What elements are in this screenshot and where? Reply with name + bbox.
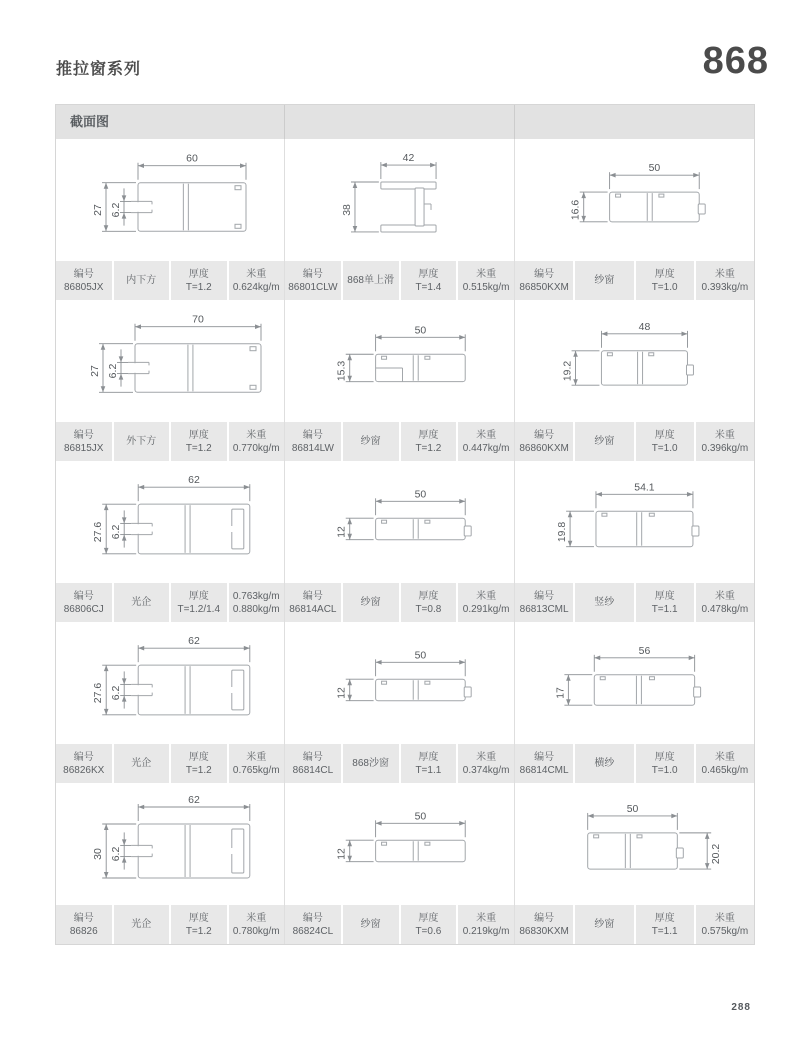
thickness-value: T=1.1 bbox=[651, 603, 678, 615]
spec-thickness-cell bbox=[171, 261, 227, 300]
spec-thickness-cell bbox=[401, 744, 457, 783]
weight-value: 0.780kg/m bbox=[232, 925, 280, 937]
svg-text:54.1: 54.1 bbox=[634, 482, 655, 494]
name-value: 868单上滑 bbox=[347, 275, 394, 286]
spec-code-cell bbox=[515, 744, 573, 783]
spec-weight-cell bbox=[229, 905, 285, 944]
profile-cross-section-drawing bbox=[285, 139, 514, 261]
weight-value: 0.393kg/m bbox=[701, 281, 749, 293]
spec-code-cell bbox=[515, 583, 573, 622]
spec-name-cell bbox=[343, 422, 399, 461]
series-number: 868 bbox=[702, 40, 769, 82]
thickness-value: T=1.2 bbox=[185, 281, 212, 293]
spec-code-cell bbox=[56, 905, 112, 944]
svg-text:62: 62 bbox=[188, 635, 200, 648]
weight-value: 0.765kg/m bbox=[232, 764, 280, 776]
spec-strip bbox=[56, 422, 284, 461]
spec-strip bbox=[515, 905, 754, 944]
profile-cross-section-drawing bbox=[515, 300, 754, 422]
weight-label: 米重 bbox=[246, 429, 267, 441]
name-value: 纱窗 bbox=[360, 597, 381, 608]
spec-weight-cell bbox=[696, 261, 754, 300]
spec-name-cell bbox=[575, 905, 633, 944]
svg-text:17: 17 bbox=[555, 687, 567, 699]
weight-label: 米重 bbox=[714, 429, 735, 441]
profile-cross-section-drawing bbox=[515, 622, 754, 744]
spec-thickness-cell bbox=[171, 422, 227, 461]
spec-name-cell bbox=[575, 422, 633, 461]
svg-text:27.6: 27.6 bbox=[92, 521, 105, 543]
spec-name-cell bbox=[114, 583, 170, 622]
code-label: 编号 bbox=[534, 751, 555, 763]
svg-text:50: 50 bbox=[414, 811, 427, 823]
svg-text:12: 12 bbox=[336, 687, 348, 699]
profile-cross-section-drawing bbox=[515, 783, 754, 905]
code-value: 86824CL bbox=[292, 925, 334, 937]
weight-value: 0.374kg/m bbox=[462, 764, 510, 776]
spec-thickness-cell bbox=[171, 905, 227, 944]
spec-name-cell bbox=[343, 905, 399, 944]
weight-label: 米重 bbox=[246, 268, 267, 280]
spec-weight-cell bbox=[458, 583, 514, 622]
svg-text:6.2: 6.2 bbox=[110, 846, 123, 862]
svg-text:6.2: 6.2 bbox=[110, 524, 123, 540]
code-value: 86850KXM bbox=[519, 281, 569, 293]
weight-value: 0.880kg/m bbox=[232, 603, 280, 615]
spec-thickness-cell bbox=[401, 905, 457, 944]
spec-thickness-cell bbox=[401, 583, 457, 622]
svg-text:50: 50 bbox=[626, 803, 639, 815]
code-label: 编号 bbox=[534, 429, 555, 441]
spec-code-cell bbox=[285, 583, 341, 622]
code-value: 86814ACL bbox=[289, 603, 337, 615]
spec-name-cell bbox=[575, 261, 633, 300]
profile-cross-section-drawing bbox=[285, 461, 514, 583]
svg-text:50: 50 bbox=[414, 325, 427, 337]
thickness-label: 厚度 bbox=[654, 268, 675, 280]
code-value: 86814CL bbox=[292, 764, 334, 776]
weight-value: 0.515kg/m bbox=[462, 281, 510, 293]
svg-text:50: 50 bbox=[648, 163, 661, 175]
svg-text:27: 27 bbox=[89, 365, 101, 377]
weight-value: 0.291kg/m bbox=[462, 603, 510, 615]
profile-cell bbox=[514, 783, 754, 944]
svg-text:56: 56 bbox=[638, 645, 651, 657]
spec-weight-cell bbox=[696, 583, 754, 622]
profile-cross-section-drawing bbox=[515, 139, 754, 261]
thickness-label: 厚度 bbox=[188, 912, 209, 924]
profile-cross-section-drawing bbox=[285, 300, 514, 422]
spec-thickness-cell bbox=[636, 261, 694, 300]
svg-text:19.2: 19.2 bbox=[562, 360, 574, 382]
thickness-label: 厚度 bbox=[188, 268, 209, 280]
profile-cell bbox=[56, 622, 284, 783]
thickness-value: T=1.2 bbox=[185, 764, 212, 776]
thickness-label: 厚度 bbox=[188, 751, 209, 763]
thickness-label: 厚度 bbox=[418, 751, 439, 763]
spec-thickness-cell bbox=[171, 583, 227, 622]
spec-strip bbox=[285, 905, 514, 944]
thickness-value: T=0.6 bbox=[415, 925, 442, 937]
thickness-label: 厚度 bbox=[654, 751, 675, 763]
spec-code-cell bbox=[285, 261, 341, 300]
spec-name-cell bbox=[343, 583, 399, 622]
spec-strip bbox=[56, 261, 284, 300]
spec-weight-cell bbox=[458, 744, 514, 783]
code-value: 86860KXM bbox=[519, 442, 569, 454]
thickness-value: T=1.2 bbox=[185, 442, 212, 454]
spec-code-cell bbox=[285, 422, 341, 461]
weight-label: 米重 bbox=[476, 912, 497, 924]
thickness-label: 厚度 bbox=[654, 912, 675, 924]
spec-weight-cell bbox=[458, 905, 514, 944]
spec-strip bbox=[515, 422, 754, 461]
weight-label: 米重 bbox=[714, 590, 735, 602]
svg-text:20.2: 20.2 bbox=[711, 843, 723, 865]
weight-value: 0.465kg/m bbox=[701, 764, 749, 776]
spec-weight-cell bbox=[229, 422, 285, 461]
weight-value: 0.575kg/m bbox=[701, 925, 749, 937]
profile-cell bbox=[56, 139, 284, 300]
code-label: 编号 bbox=[73, 912, 94, 924]
thickness-label: 厚度 bbox=[188, 429, 209, 441]
name-value: 光企 bbox=[131, 597, 152, 608]
weight-value: 0.219kg/m bbox=[462, 925, 510, 937]
page-number: 288 bbox=[731, 1002, 751, 1013]
spec-code-cell bbox=[515, 422, 573, 461]
svg-text:12: 12 bbox=[336, 848, 348, 860]
weight-label: 米重 bbox=[476, 268, 497, 280]
code-label: 编号 bbox=[534, 590, 555, 602]
weight-label: 米重 bbox=[246, 751, 267, 763]
spec-name-cell bbox=[343, 261, 399, 300]
code-value: 86830KXM bbox=[519, 925, 569, 937]
thickness-value: T=1.4 bbox=[415, 281, 442, 293]
spec-strip bbox=[56, 744, 284, 783]
svg-text:15.3: 15.3 bbox=[336, 360, 348, 382]
svg-text:62: 62 bbox=[188, 794, 200, 806]
profile-grid bbox=[56, 139, 754, 944]
svg-text:50: 50 bbox=[414, 650, 427, 662]
name-value: 外下方 bbox=[126, 436, 157, 447]
name-value: 868沙窗 bbox=[352, 758, 389, 769]
profile-cell bbox=[284, 461, 514, 622]
spec-strip bbox=[515, 744, 754, 783]
code-label: 编号 bbox=[73, 429, 94, 441]
spec-thickness-cell bbox=[401, 261, 457, 300]
svg-text:19.8: 19.8 bbox=[557, 521, 569, 543]
spec-name-cell bbox=[114, 744, 170, 783]
weight-label: 米重 bbox=[246, 912, 267, 924]
profile-cross-section-drawing bbox=[56, 783, 284, 905]
code-value: 86826KX bbox=[63, 764, 105, 776]
code-label: 编号 bbox=[302, 751, 323, 763]
thickness-value: T=1.2/1.4 bbox=[177, 603, 221, 615]
code-label: 编号 bbox=[534, 912, 555, 924]
code-label: 编号 bbox=[73, 268, 94, 280]
spec-weight-cell bbox=[229, 744, 285, 783]
code-value: 86815JX bbox=[64, 442, 104, 454]
spec-strip bbox=[285, 261, 514, 300]
name-value: 光企 bbox=[131, 758, 152, 769]
spec-strip bbox=[56, 905, 284, 944]
profile-cross-section-drawing bbox=[285, 783, 514, 905]
spec-code-cell bbox=[515, 261, 573, 300]
name-value: 光企 bbox=[131, 919, 152, 930]
thickness-value: T=1.2 bbox=[415, 442, 442, 454]
thickness-value: T=1.2 bbox=[185, 925, 212, 937]
name-value: 纱窗 bbox=[594, 919, 615, 930]
weight-value: 0.396kg/m bbox=[701, 442, 749, 454]
thickness-value: T=1.0 bbox=[651, 442, 678, 454]
code-label: 编号 bbox=[302, 912, 323, 924]
svg-text:27.6: 27.6 bbox=[92, 682, 105, 704]
spec-weight-cell bbox=[696, 905, 754, 944]
name-value: 纱窗 bbox=[594, 436, 615, 447]
thickness-label: 厚度 bbox=[418, 429, 439, 441]
svg-text:12: 12 bbox=[336, 526, 348, 538]
spec-strip bbox=[285, 744, 514, 783]
profile-cell bbox=[284, 139, 514, 300]
weight-label: 米重 bbox=[476, 429, 497, 441]
spec-code-cell bbox=[515, 905, 573, 944]
code-value: 86813CML bbox=[519, 603, 569, 615]
spec-weight-cell bbox=[458, 422, 514, 461]
spec-code-cell bbox=[56, 422, 112, 461]
profile-cell bbox=[514, 139, 754, 300]
svg-text:6.2: 6.2 bbox=[110, 202, 122, 218]
svg-text:6.2: 6.2 bbox=[110, 685, 123, 701]
thickness-label: 厚度 bbox=[188, 590, 209, 602]
profile-cell bbox=[284, 300, 514, 461]
svg-text:70: 70 bbox=[192, 313, 204, 326]
thickness-value: T=1.0 bbox=[651, 281, 678, 293]
profile-cell bbox=[514, 300, 754, 461]
thickness-label: 厚度 bbox=[654, 590, 675, 602]
profile-cell bbox=[514, 622, 754, 783]
spec-thickness-cell bbox=[171, 744, 227, 783]
profile-cell bbox=[284, 783, 514, 944]
weight-label: 米重 bbox=[476, 751, 497, 763]
profile-cell bbox=[56, 461, 284, 622]
spec-name-cell bbox=[114, 905, 170, 944]
weight-value: 0.447kg/m bbox=[462, 442, 510, 454]
spec-name-cell bbox=[114, 261, 170, 300]
name-value: 横纱 bbox=[594, 758, 615, 769]
spec-weight-cell bbox=[229, 261, 285, 300]
profile-cross-section-drawing bbox=[56, 622, 284, 744]
spec-strip bbox=[285, 422, 514, 461]
weight-value: 0.478kg/m bbox=[701, 603, 749, 615]
weight-label: 米重 bbox=[714, 268, 735, 280]
name-value: 竖纱 bbox=[594, 597, 615, 608]
code-value: 86806CJ bbox=[63, 603, 104, 615]
code-value: 86814LW bbox=[291, 442, 334, 454]
code-label: 编号 bbox=[302, 429, 323, 441]
thickness-label: 厚度 bbox=[654, 429, 675, 441]
spec-thickness-cell bbox=[636, 422, 694, 461]
spec-weight-cell bbox=[696, 744, 754, 783]
section-header-cell: 截面图 bbox=[70, 114, 110, 129]
weight-value: 0.770kg/m bbox=[232, 442, 280, 454]
spec-name-cell bbox=[575, 583, 633, 622]
thickness-label: 厚度 bbox=[418, 912, 439, 924]
profile-cross-section-drawing bbox=[56, 300, 284, 422]
thickness-value: T=0.8 bbox=[415, 603, 442, 615]
spec-code-cell bbox=[56, 744, 112, 783]
table-header-band bbox=[56, 105, 754, 139]
svg-text:62: 62 bbox=[188, 474, 200, 487]
spec-strip bbox=[56, 583, 284, 622]
weight-label: 0.763kg/m bbox=[232, 590, 280, 602]
spec-thickness-cell bbox=[636, 583, 694, 622]
profile-cross-section-drawing bbox=[56, 139, 284, 261]
svg-text:60: 60 bbox=[186, 152, 198, 165]
code-label: 编号 bbox=[534, 268, 555, 280]
svg-text:38: 38 bbox=[341, 204, 353, 216]
profile-cross-section-drawing bbox=[56, 461, 284, 583]
svg-text:42: 42 bbox=[402, 153, 415, 165]
spec-name-cell bbox=[575, 744, 633, 783]
spec-thickness-cell bbox=[636, 744, 694, 783]
spec-code-cell bbox=[56, 261, 112, 300]
weight-label: 米重 bbox=[714, 912, 735, 924]
weight-label: 米重 bbox=[714, 751, 735, 763]
profile-cross-section-drawing bbox=[285, 622, 514, 744]
svg-text:50: 50 bbox=[414, 489, 427, 501]
name-value: 纱窗 bbox=[594, 275, 615, 286]
spec-weight-cell bbox=[458, 261, 514, 300]
profile-spec-table bbox=[55, 104, 755, 945]
svg-text:16.6: 16.6 bbox=[570, 199, 582, 221]
code-label: 编号 bbox=[302, 590, 323, 602]
page-title: 推拉窗系列 bbox=[56, 61, 142, 78]
name-value: 纱窗 bbox=[360, 919, 381, 930]
spec-code-cell bbox=[56, 583, 112, 622]
code-label: 编号 bbox=[73, 751, 94, 763]
spec-strip bbox=[285, 583, 514, 622]
thickness-value: T=1.0 bbox=[651, 764, 678, 776]
spec-thickness-cell bbox=[636, 905, 694, 944]
svg-text:27: 27 bbox=[92, 204, 104, 216]
header-cell-empty bbox=[284, 105, 514, 139]
spec-weight-cell bbox=[696, 422, 754, 461]
spec-name-cell bbox=[114, 422, 170, 461]
profile-cell bbox=[56, 783, 284, 944]
spec-strip bbox=[515, 583, 754, 622]
profile-cell bbox=[514, 461, 754, 622]
thickness-label: 厚度 bbox=[418, 590, 439, 602]
thickness-value: T=1.1 bbox=[651, 925, 678, 937]
svg-text:30: 30 bbox=[92, 848, 105, 860]
code-value: 86814CML bbox=[519, 764, 569, 776]
spec-weight-cell bbox=[229, 583, 285, 622]
name-value: 纱窗 bbox=[360, 436, 381, 447]
thickness-label: 厚度 bbox=[418, 268, 439, 280]
code-value: 86801CLW bbox=[288, 281, 338, 293]
code-value: 86805JX bbox=[64, 281, 104, 293]
code-label: 编号 bbox=[302, 268, 323, 280]
profile-cell bbox=[56, 300, 284, 461]
spec-code-cell bbox=[285, 744, 341, 783]
profile-cross-section-drawing bbox=[515, 461, 754, 583]
weight-label: 米重 bbox=[476, 590, 497, 602]
code-label: 编号 bbox=[73, 590, 94, 602]
spec-code-cell bbox=[285, 905, 341, 944]
spec-name-cell bbox=[343, 744, 399, 783]
header-cell-empty bbox=[514, 105, 754, 139]
weight-value: 0.624kg/m bbox=[232, 281, 280, 293]
thickness-value: T=1.1 bbox=[415, 764, 442, 776]
name-value: 内下方 bbox=[126, 275, 157, 286]
code-value: 86826 bbox=[69, 925, 98, 937]
profile-cell bbox=[284, 622, 514, 783]
svg-text:48: 48 bbox=[638, 321, 651, 333]
spec-thickness-cell bbox=[401, 422, 457, 461]
svg-text:6.2: 6.2 bbox=[107, 363, 119, 379]
spec-strip bbox=[515, 261, 754, 300]
